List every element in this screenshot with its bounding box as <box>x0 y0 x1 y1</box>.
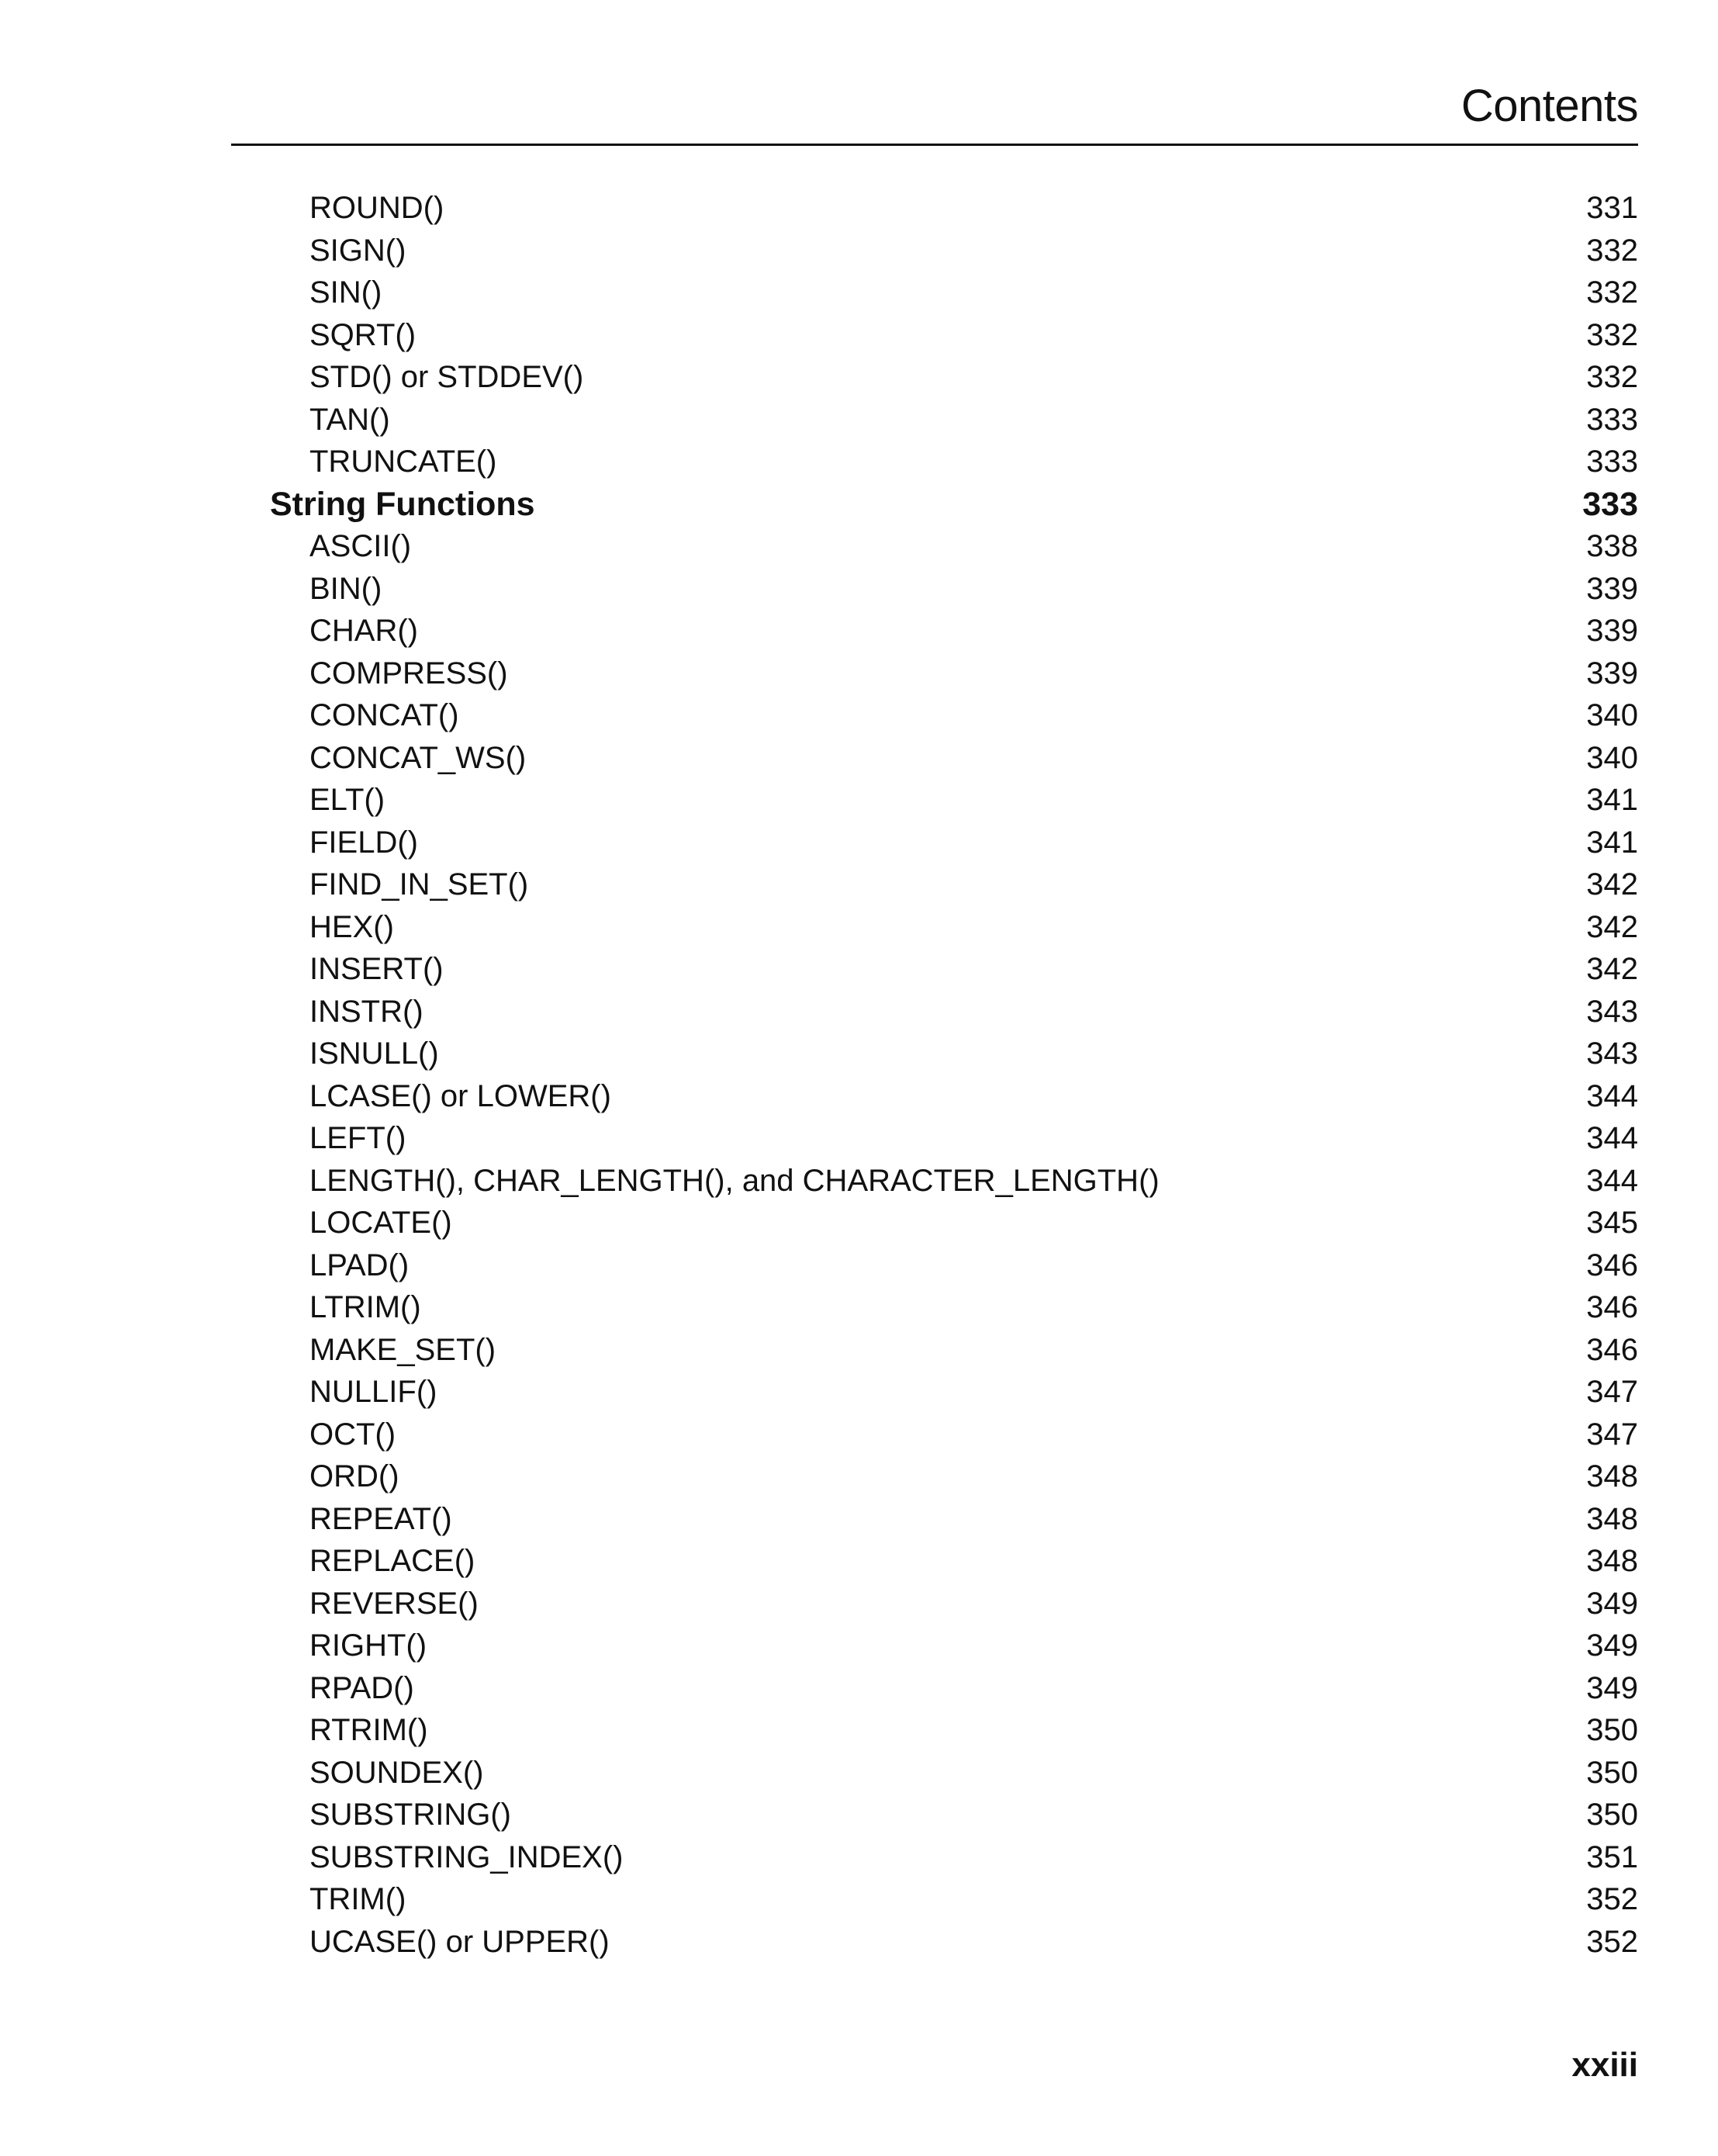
toc-entry-page-number: 333 <box>1586 445 1638 479</box>
toc-entry-page-number: 348 <box>1586 1544 1638 1578</box>
toc-entry <box>0 1244 1718 1287</box>
toc-entry-page-number: 348 <box>1586 1459 1638 1493</box>
toc-entry-page-number: 343 <box>1586 1036 1638 1071</box>
toc-entry <box>0 230 1718 272</box>
toc-entry <box>0 1667 1718 1710</box>
toc-entry-label: COMPRESS() <box>309 656 508 690</box>
toc-entry-label: REVERSE() <box>309 1586 479 1621</box>
toc-entry-page-number: 340 <box>1586 698 1638 732</box>
toc-entry <box>0 568 1718 611</box>
toc-entry-page-number: 342 <box>1586 867 1638 902</box>
toc-entry-label: RTRIM() <box>309 1713 428 1747</box>
page-number: xxiii <box>1571 2046 1638 2084</box>
toc-entry-label: ORD() <box>309 1459 399 1493</box>
toc-entry <box>0 1075 1718 1118</box>
toc-entry-label: NULLIF() <box>309 1375 437 1409</box>
toc-entry <box>0 737 1718 780</box>
toc-entry <box>0 441 1718 483</box>
table-of-contents <box>0 187 1718 1963</box>
toc-entry <box>0 356 1718 399</box>
toc-entry-label: FIND_IN_SET() <box>309 867 529 902</box>
toc-entry-page-number: 352 <box>1586 1882 1638 1916</box>
toc-entry-label: ASCII() <box>309 529 412 563</box>
toc-entry-label: SUBSTRING() <box>309 1798 511 1832</box>
toc-entry <box>0 1202 1718 1244</box>
toc-entry-page-number: 332 <box>1586 360 1638 394</box>
toc-entry-page-number: 346 <box>1586 1332 1638 1367</box>
toc-entry-page-number: 349 <box>1586 1628 1638 1663</box>
toc-entry-label: String Functions <box>270 485 535 523</box>
toc-entry-page-number: 339 <box>1586 656 1638 690</box>
toc-entry-label: REPEAT() <box>309 1501 452 1536</box>
toc-entry-label: SOUNDEX() <box>309 1755 484 1790</box>
toc-entry-page-number: 332 <box>1586 317 1638 352</box>
toc-entry-label: ISNULL() <box>309 1036 439 1071</box>
toc-entry-label: OCT() <box>309 1417 396 1452</box>
toc-entry-label: UCASE() or UPPER() <box>309 1924 610 1959</box>
running-header-title: Contents <box>1460 81 1638 131</box>
toc-entry-page-number: 346 <box>1586 1290 1638 1324</box>
toc-entry-page-number: 345 <box>1586 1206 1638 1240</box>
toc-entry-page-number: 350 <box>1586 1755 1638 1790</box>
toc-entry-label: MAKE_SET() <box>309 1332 496 1367</box>
toc-entry-page-number: 352 <box>1586 1924 1638 1959</box>
toc-entry <box>0 399 1718 441</box>
toc-entry <box>0 1794 1718 1836</box>
toc-entry-page-number: 341 <box>1586 783 1638 817</box>
toc-entry <box>0 1540 1718 1583</box>
toc-entry-page-number: 347 <box>1586 1417 1638 1452</box>
toc-entry <box>0 1709 1718 1752</box>
header-rule <box>231 144 1638 146</box>
toc-entry <box>0 822 1718 864</box>
toc-entry <box>0 1836 1718 1879</box>
toc-entry <box>0 1921 1718 1964</box>
toc-entry-label: ELT() <box>309 783 385 817</box>
toc-entry <box>0 1455 1718 1498</box>
toc-entry-label: TRUNCATE() <box>309 445 497 479</box>
toc-entry-label: INSERT() <box>309 952 444 986</box>
toc-entry <box>0 1286 1718 1329</box>
toc-entry-page-number: 350 <box>1586 1798 1638 1832</box>
toc-entry-page-number: 347 <box>1586 1375 1638 1409</box>
toc-entry-page-number: 339 <box>1586 571 1638 606</box>
toc-entry-page-number: 343 <box>1586 994 1638 1029</box>
toc-entry-label: SUBSTRING_INDEX() <box>309 1839 624 1874</box>
toc-entry-label: LEFT() <box>309 1121 406 1155</box>
toc-entry-page-number: 341 <box>1586 825 1638 860</box>
toc-entry-label: CHAR() <box>309 614 418 648</box>
toc-entry-label: LPAD() <box>309 1248 410 1282</box>
toc-entry <box>0 652 1718 695</box>
toc-entry-label: FIELD() <box>309 825 418 860</box>
toc-entry <box>0 1583 1718 1625</box>
toc-entry <box>0 1414 1718 1456</box>
toc-entry-label: ROUND() <box>309 191 444 225</box>
toc-entry <box>0 1329 1718 1372</box>
toc-entry-label: LENGTH(), CHAR_LENGTH(), and CHARACTER_LENGTH() <box>309 1163 1160 1198</box>
toc-entry-page-number: 332 <box>1586 275 1638 310</box>
toc-entry-page-number: 340 <box>1586 740 1638 775</box>
toc-entry-label: TRIM() <box>309 1882 406 1916</box>
toc-entry-page-number: 344 <box>1586 1078 1638 1113</box>
toc-entry-label: LOCATE() <box>309 1206 452 1240</box>
toc-entry <box>0 1117 1718 1160</box>
toc-entry <box>0 610 1718 652</box>
toc-entry <box>0 1878 1718 1921</box>
toc-entry-label: TAN() <box>309 402 390 437</box>
toc-entry-page-number: 331 <box>1586 191 1638 225</box>
toc-entry <box>0 272 1718 314</box>
toc-entry-label: REPLACE() <box>309 1544 475 1578</box>
toc-entry <box>0 694 1718 737</box>
toc-entry-page-number: 338 <box>1586 529 1638 563</box>
toc-entry <box>0 948 1718 991</box>
toc-entry <box>0 1752 1718 1794</box>
toc-entry-page-number: 351 <box>1586 1839 1638 1874</box>
toc-entry-label: SQRT() <box>309 317 417 352</box>
toc-entry-page-number: 333 <box>1582 485 1638 523</box>
toc-entry-label: CONCAT_WS() <box>309 740 527 775</box>
toc-entry-page-number: 344 <box>1586 1121 1638 1155</box>
toc-entry-page-number: 342 <box>1586 952 1638 986</box>
toc-entry-page-number: 350 <box>1586 1713 1638 1747</box>
toc-entry-label: SIGN() <box>309 233 406 268</box>
toc-entry-label: LCASE() or LOWER() <box>309 1078 611 1113</box>
toc-entry-label: RPAD() <box>309 1670 414 1705</box>
toc-entry <box>0 1498 1718 1541</box>
toc-entry-page-number: 342 <box>1586 909 1638 944</box>
toc-entry-page-number: 332 <box>1586 233 1638 268</box>
toc-entry-label: BIN() <box>309 571 382 606</box>
toc-entry-page-number: 344 <box>1586 1163 1638 1198</box>
toc-entry-page-number: 333 <box>1586 402 1638 437</box>
toc-section-entry <box>0 483 1718 526</box>
toc-entry <box>0 1160 1718 1203</box>
toc-entry-label: LTRIM() <box>309 1290 421 1324</box>
toc-entry-label: STD() or STDDEV() <box>309 360 584 394</box>
toc-entry <box>0 314 1718 357</box>
toc-entry <box>0 1625 1718 1667</box>
toc-entry <box>0 779 1718 822</box>
toc-entry <box>0 1033 1718 1075</box>
toc-entry-label: RIGHT() <box>309 1628 427 1663</box>
toc-entry <box>0 991 1718 1033</box>
toc-entry <box>0 1371 1718 1414</box>
toc-entry-page-number: 346 <box>1586 1248 1638 1282</box>
toc-entry-label: HEX() <box>309 909 394 944</box>
toc-entry-label: CONCAT() <box>309 698 459 732</box>
toc-entry <box>0 863 1718 906</box>
toc-entry-label: SIN() <box>309 275 382 310</box>
toc-entry <box>0 525 1718 568</box>
toc-entry-page-number: 348 <box>1586 1501 1638 1536</box>
toc-entry <box>0 906 1718 949</box>
toc-entry-page-number: 339 <box>1586 614 1638 648</box>
toc-entry-page-number: 349 <box>1586 1586 1638 1621</box>
toc-entry <box>0 187 1718 230</box>
toc-entry-label: INSTR() <box>309 994 423 1029</box>
toc-entry-page-number: 349 <box>1586 1670 1638 1705</box>
